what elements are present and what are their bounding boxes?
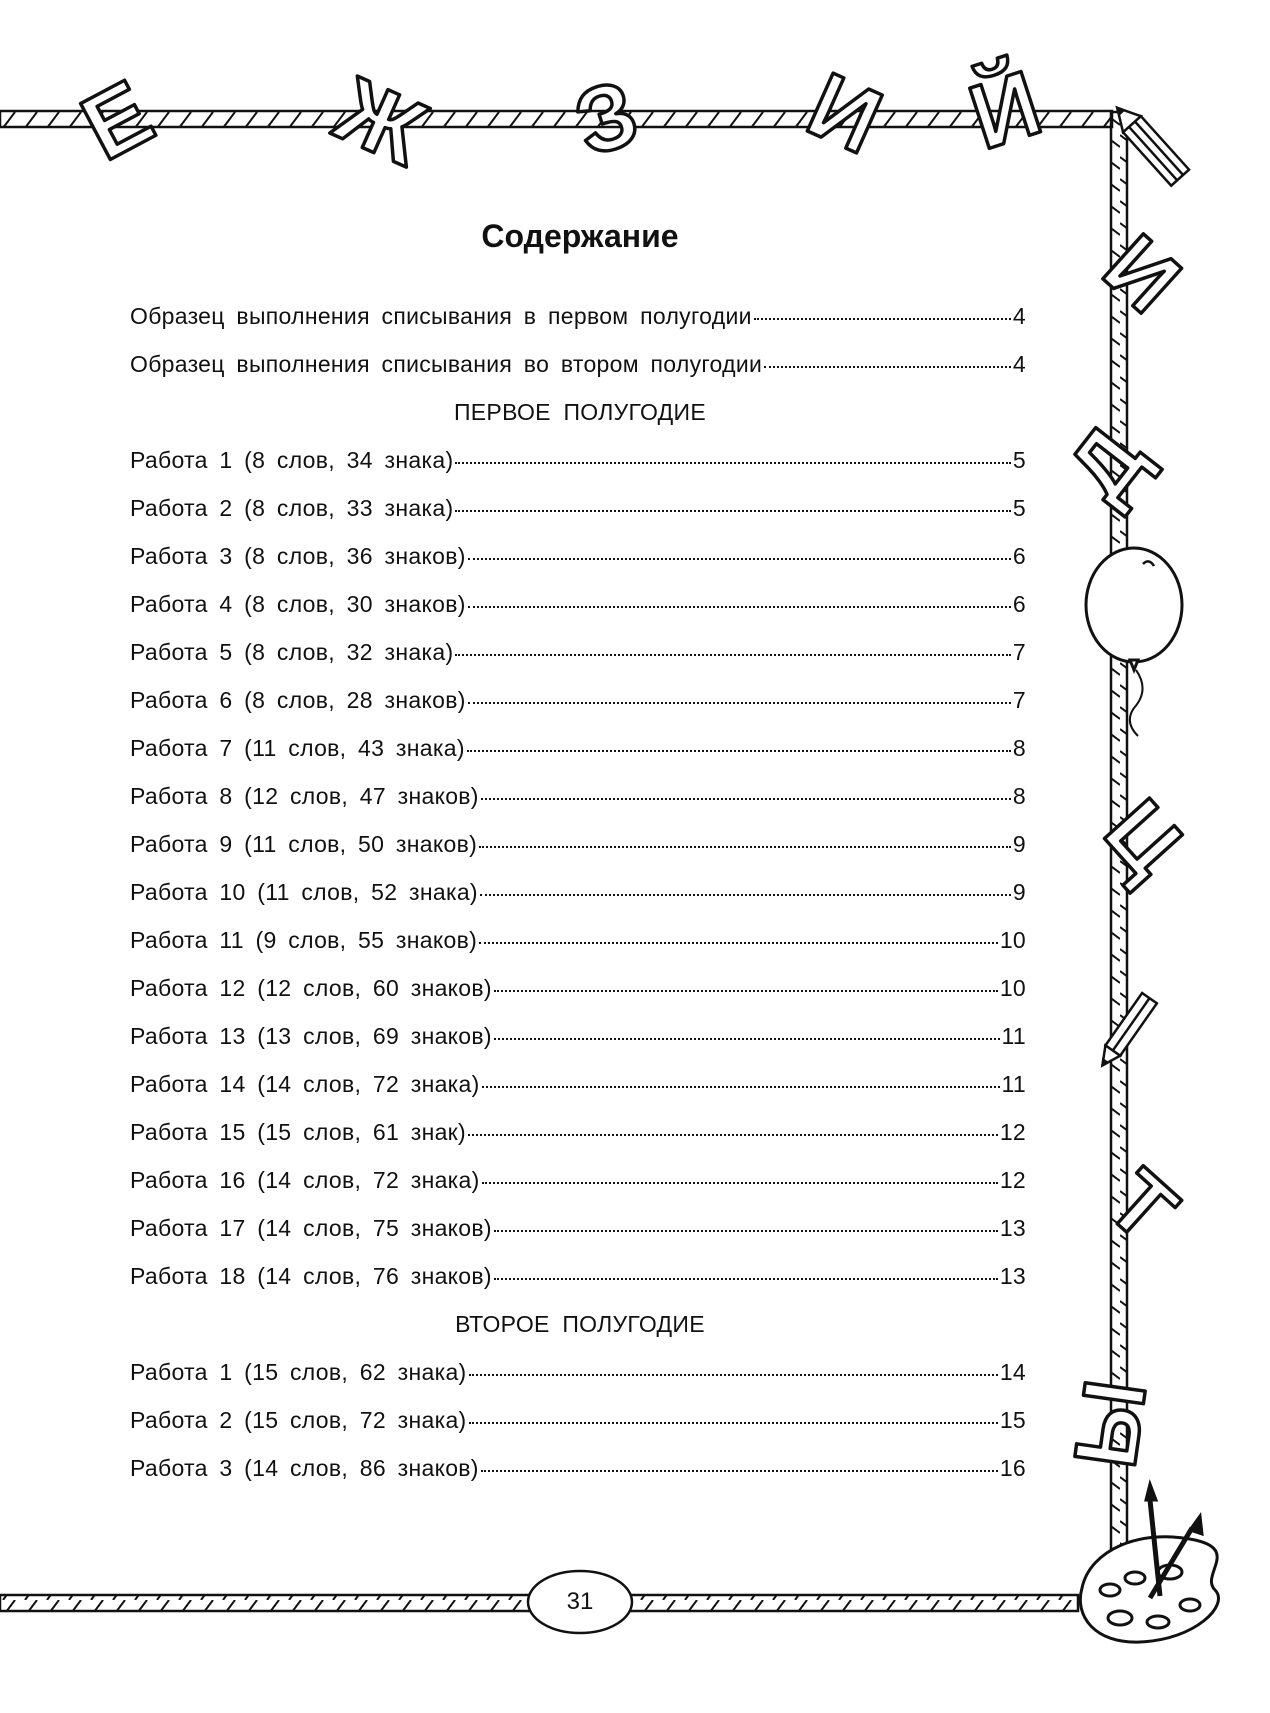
toc-entry-page: 6 xyxy=(1012,543,1026,569)
side-letter-t: Т xyxy=(1089,1150,1196,1261)
toc-entry-text: Работа 2 (8 слов, 33 знака) xyxy=(130,495,454,521)
toc-entry xyxy=(130,447,1026,487)
header-letter-i: И xyxy=(793,53,896,174)
toc-entry-text: Работа 7 (11 слов, 43 знака) xyxy=(130,735,465,761)
toc-entry xyxy=(130,1167,1026,1207)
toc-leader xyxy=(469,1422,998,1424)
toc-entry xyxy=(130,543,1026,583)
toc-leader xyxy=(468,1134,998,1136)
toc-leader xyxy=(764,366,1011,368)
toc-entry xyxy=(130,351,1026,391)
toc-leader xyxy=(481,798,1011,800)
toc-leader xyxy=(468,558,1011,560)
toc-entry xyxy=(130,975,1026,1015)
toc-entry-text: Работа 5 (8 слов, 32 знака) xyxy=(130,639,454,665)
toc-entry-text: Работа 3 (14 слов, 86 знаков) xyxy=(130,1455,479,1481)
toc-entry-page: 15 xyxy=(999,1407,1026,1433)
toc-entry-page: 8 xyxy=(1012,783,1026,809)
toc-leader xyxy=(754,318,1011,320)
toc-entry-page: 12 xyxy=(999,1119,1026,1145)
section-heading-second-half: ВТОРОЕ ПОЛУГОДИЕ xyxy=(455,1311,705,1337)
toc-entry-page: 11 xyxy=(1001,1071,1026,1097)
toc-entry-text: Образец выполнения списывания во втором полугодии xyxy=(130,351,763,377)
toc-leader xyxy=(482,1182,998,1184)
toc-entry-page: 9 xyxy=(1012,831,1026,857)
toc-entry xyxy=(130,927,1026,967)
toc-entry xyxy=(130,639,1026,679)
toc-entry-page: 8 xyxy=(1012,735,1026,761)
section-heading-first-half: ПЕРВОЕ ПОЛУГОДИЕ xyxy=(453,399,707,425)
toc-entry-text: Работа 12 (12 слов, 60 знаков) xyxy=(130,975,492,1001)
toc-leader xyxy=(494,1278,998,1280)
side-letter-ts: Ц xyxy=(1086,780,1203,895)
header-letter-e: Е xyxy=(66,61,169,181)
toc-entry-page: 9 xyxy=(1012,879,1026,905)
side-letter-i: И xyxy=(1085,215,1200,332)
toc-entry-page: 13 xyxy=(999,1263,1026,1289)
toc-leader xyxy=(480,894,1011,896)
toc-entry-text: Работа 2 (15 слов, 72 знака) xyxy=(130,1407,467,1433)
header-letter-z: З xyxy=(563,61,650,176)
page-title: Содержание xyxy=(481,218,679,254)
toc-entry-text: Работа 15 (15 слов, 61 знак) xyxy=(130,1119,466,1145)
toc-entry xyxy=(130,1359,1026,1399)
toc-entry xyxy=(130,1119,1026,1159)
side-letter-y: Ы xyxy=(1054,1374,1165,1474)
toc-entry-page: 13 xyxy=(999,1215,1026,1241)
toc-entry-page: 5 xyxy=(1012,495,1026,521)
toc-entry xyxy=(130,1407,1026,1447)
toc-entry xyxy=(130,303,1026,343)
toc-entry xyxy=(130,687,1026,727)
toc-leader xyxy=(467,750,1011,752)
toc-entry-page: 10 xyxy=(999,975,1026,1001)
toc-entry xyxy=(130,879,1026,919)
toc-entry-page: 5 xyxy=(1012,447,1026,473)
toc-entry xyxy=(130,1455,1026,1495)
toc-leader xyxy=(479,942,998,944)
toc-entry-text: Образец выполнения списывания в первом полугодии xyxy=(130,303,752,329)
toc-entry-text: Работа 10 (11 слов, 52 знака) xyxy=(130,879,478,905)
toc-entry xyxy=(130,591,1026,631)
toc-leader xyxy=(494,1230,998,1232)
balloon-icon xyxy=(1086,548,1182,736)
toc-entry-text: Работа 14 (14 слов, 72 знака) xyxy=(130,1071,480,1097)
toc-entry xyxy=(130,1263,1026,1303)
toc-leader xyxy=(455,654,1010,656)
toc-entry-text: Работа 1 (8 слов, 34 знака) xyxy=(130,447,454,473)
header-letter-y: Й xyxy=(958,51,1053,170)
toc-entry-page: 16 xyxy=(999,1455,1026,1481)
toc-entry-page: 4 xyxy=(1012,303,1026,329)
toc-entry xyxy=(130,831,1026,871)
toc-entry-text: Работа 17 (14 слов, 75 знаков) xyxy=(130,1215,492,1241)
toc-entry xyxy=(130,1071,1026,1111)
toc-leader xyxy=(455,510,1010,512)
toc-entry-text: Работа 4 (8 слов, 30 знаков) xyxy=(130,591,466,617)
toc-entry xyxy=(130,495,1026,535)
toc-entry-text: Работа 1 (15 слов, 62 знака) xyxy=(130,1359,467,1385)
toc-entry-text: Работа 18 (14 слов, 76 знаков) xyxy=(130,1263,492,1289)
toc-entry-page: 4 xyxy=(1012,351,1026,377)
toc-leader xyxy=(494,990,998,992)
toc-leader xyxy=(479,846,1011,848)
toc-entry-text: Работа 8 (12 слов, 47 знаков) xyxy=(130,783,479,809)
toc-entry xyxy=(130,1215,1026,1255)
toc-entry xyxy=(130,1023,1026,1063)
toc-leader xyxy=(481,1470,998,1472)
toc-entry-text: Работа 9 (11 слов, 50 знаков) xyxy=(130,831,478,857)
toc-leader xyxy=(469,1374,998,1376)
toc-entry-page: 12 xyxy=(999,1167,1026,1193)
paint-palette-icon xyxy=(1080,1484,1218,1642)
toc-entry-page: 6 xyxy=(1012,591,1026,617)
top-border xyxy=(0,111,1112,127)
toc-entry-text: Работа 3 (8 слов, 36 знаков) xyxy=(130,543,466,569)
toc-entry-text: Работа 6 (8 слов, 28 знаков) xyxy=(130,687,466,713)
toc-entry-text: Работа 13 (13 слов, 69 знаков) xyxy=(130,1023,492,1049)
toc-entry-page: 10 xyxy=(999,927,1026,953)
toc-entry-page: 14 xyxy=(999,1359,1026,1385)
header-letter-zh: Ж xyxy=(321,58,440,186)
toc-leader xyxy=(482,1086,1000,1088)
toc-entry xyxy=(130,735,1026,775)
toc-entry-text: Работа 16 (14 слов, 72 знака) xyxy=(130,1167,480,1193)
page-number: 31 xyxy=(566,1588,594,1615)
side-letter-d: Д xyxy=(1047,408,1165,519)
toc-entry xyxy=(130,783,1026,823)
toc-entry-page: 7 xyxy=(1012,639,1026,665)
toc-leader xyxy=(468,702,1011,704)
toc-entry-page: 11 xyxy=(1001,1023,1026,1049)
toc-leader xyxy=(468,606,1011,608)
toc-leader xyxy=(494,1038,1000,1040)
toc-entry-text: Работа 11 (9 слов, 55 знаков) xyxy=(130,927,478,953)
toc-entry-page: 7 xyxy=(1012,687,1026,713)
toc-leader xyxy=(455,462,1010,464)
